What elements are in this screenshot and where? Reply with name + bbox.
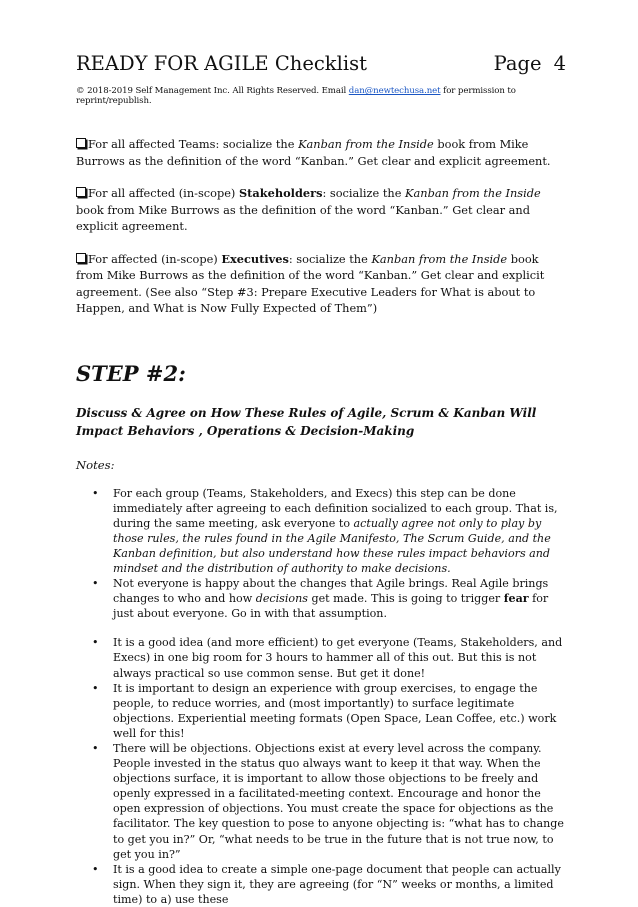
- checklist-text: book from Mike Burrows as the definition of the word “Kanban.” Get clear and explicit agreement. (See also “Step #3: Prepare Executive Leaders for What is about to Happen, and What is Now Fully Expected of Them”): [76, 252, 544, 316]
- notes-label: Notes:: [76, 458, 566, 472]
- emphasis-executives: Executives: [221, 252, 289, 266]
- list-item: [113, 862, 566, 907]
- checklist-item-teams: [76, 136, 566, 169]
- email-link[interactable]: dan@newtechusa.net: [349, 86, 441, 96]
- bullet-icon: •: [92, 681, 99, 696]
- book-title: Kanban from the Inside: [371, 252, 507, 266]
- checklist-text: For all affected (in-scope): [88, 186, 239, 200]
- checklist-text: : socialize the: [289, 252, 372, 266]
- list-item-text: It is a good idea (and more efficient) to get everyone (Teams, Stakeholders, and Execs) in one big room for 3 hours to hammer all of this out. But this is not always practical so use common sense. But get it done!: [113, 636, 562, 679]
- checkbox-icon[interactable]: [76, 187, 86, 197]
- list-item-emphasis: actually agree not only to play by those rules, the rules found in the Agile Manifesto, The Scrum Guide, and the Kanban definition, but also understand how these rules impact behaviors and mindset and the distribution of authority to make decisions.: [113, 517, 551, 575]
- bullet-icon: •: [92, 741, 99, 756]
- copyright-suffix: for permission to reprint/republish.: [76, 86, 516, 106]
- checklist-text: book from Mike Burrows as the definition of the word “Kanban.” Get clear and explicit agreement.: [76, 137, 551, 168]
- list-item-text: For each group (Teams, Stakeholders, and Execs) this step can be done immediately after agreeing to each definition socialized to each group. That is, during the same meeting, ask everyone to: [113, 487, 558, 530]
- checkbox-icon[interactable]: [76, 138, 86, 148]
- step-subheading: Discuss & Agree on How These Rules of Agile, Scrum & Kanban Will Impact Behaviors , Operations & Decision-Making: [76, 404, 566, 440]
- list-item-text: There will be objections. Objections exist at every level across the company. People invested in the status quo always want to keep it that way. When the objections surface, it is important to allow those objections to be freely and openly expressed in a facilitated-meeting context. Encourage and honor the open expression of objections. You must create the space for objections as the facilitator. The key question to pose to anyone objecting is: “what has to change to get you in?” Or, “what needs to be true in the future that is not true now, to get you in?”: [113, 742, 564, 861]
- checklist-text: book from Mike Burrows as the definition of the word “Kanban.” Get clear and explicit agreement.: [76, 203, 530, 234]
- step-heading: STEP #2:: [76, 361, 566, 386]
- checklist-item-executives: [76, 251, 566, 317]
- checkbox-icon[interactable]: [76, 253, 86, 263]
- list-item-emphasis: decisions: [256, 592, 308, 605]
- document-title: READY FOR AGILE Checklist: [76, 52, 367, 75]
- bullet-icon: •: [92, 862, 99, 877]
- list-item-text: for just about everyone. Go in with that assumption.: [113, 592, 548, 620]
- book-title: Kanban from the Inside: [298, 137, 434, 151]
- checklist-text: For all affected Teams: socialize the: [88, 137, 298, 151]
- list-item: [113, 741, 566, 862]
- list-item: [113, 576, 566, 621]
- checklist-item-stakeholders: [76, 185, 566, 235]
- page-number: 4: [554, 52, 566, 75]
- list-item-text: It is a good idea to create a simple one-page document that people can actually sign. When they sign it, they are agreeing (for “N” weeks or months, a limited time) to a) use these: [113, 863, 561, 906]
- list-item: [113, 486, 566, 577]
- list-item-text: Not everyone is happy about the changes that Agile brings. Real Agile brings changes to who and how: [113, 577, 548, 605]
- copyright-notice: [76, 86, 566, 106]
- list-item-text: It is important to design an experience with group exercises, to engage the people, to reduce worries, and (most importantly) to surface legitimate objections. Experiential meeting formats (Open Space, Lean Coffee, etc.) work well for this!: [113, 682, 556, 740]
- list-item-strong: fear: [504, 592, 529, 605]
- page-header: [76, 52, 566, 75]
- list-item-text: get made. This is going to trigger: [308, 592, 504, 605]
- page-label: Page: [494, 52, 542, 75]
- notes-list: [76, 486, 566, 907]
- bullet-icon: •: [92, 486, 99, 501]
- checklist-text: For affected (in-scope): [88, 252, 221, 266]
- copyright-prefix: © 2018-2019 Self Management Inc. All Rights Reserved. Email: [76, 86, 349, 96]
- list-item: [113, 681, 566, 741]
- book-title: Kanban from the Inside: [405, 186, 541, 200]
- list-item: [113, 635, 566, 680]
- emphasis-stakeholders: Stakeholders: [239, 186, 323, 200]
- bullet-icon: •: [92, 576, 99, 591]
- bullet-icon: •: [92, 635, 99, 650]
- checklist-text: : socialize the: [322, 186, 405, 200]
- page-indicator: [494, 52, 566, 75]
